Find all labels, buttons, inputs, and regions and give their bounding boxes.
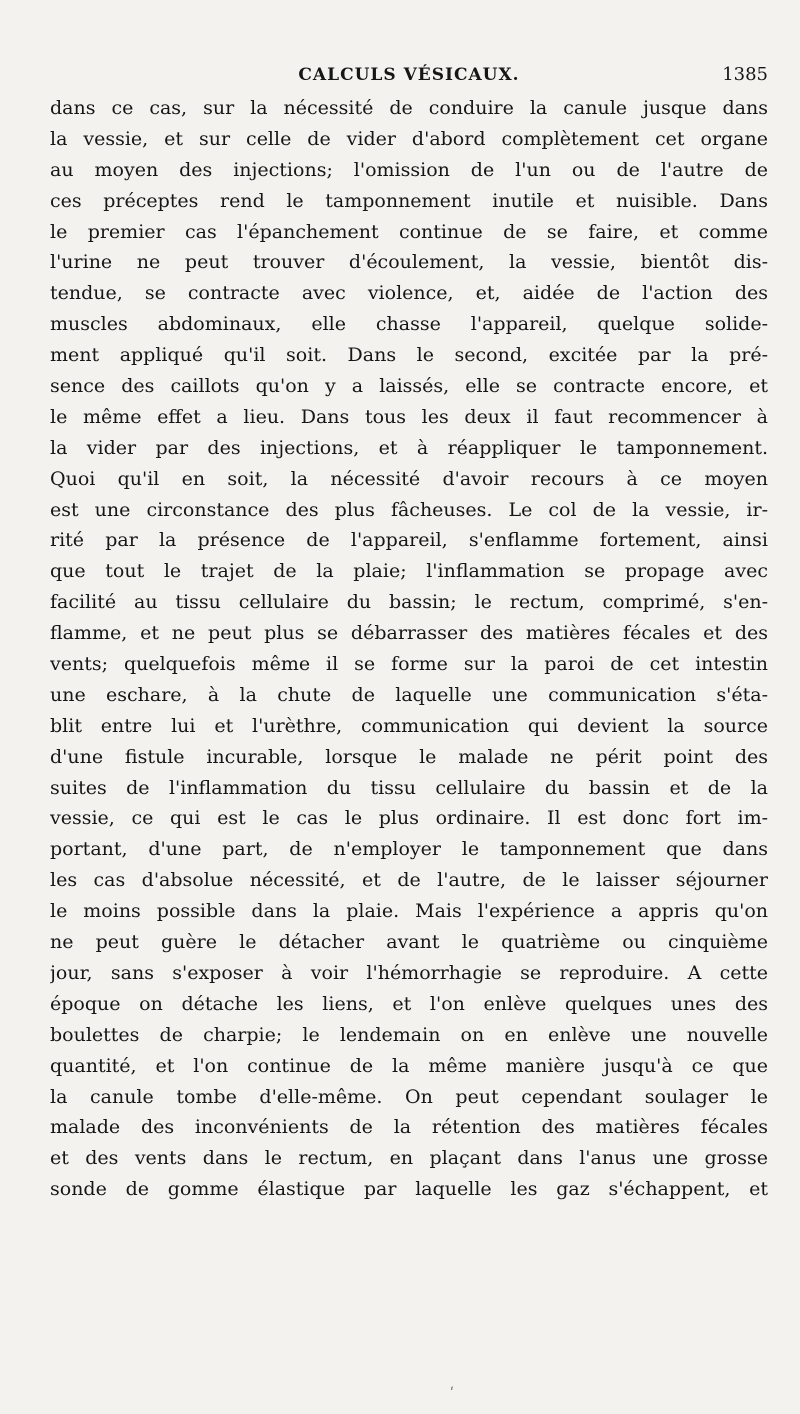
text-line: les cas d'absolue nécessité, et de l'autre, de le laisser séjourner bbox=[50, 869, 768, 892]
text-line: époque on détache les liens, et l'on enlève quelques unes des bbox=[50, 992, 768, 1015]
page-number: 1385 bbox=[722, 64, 768, 85]
text-line: vessie, ce qui est le cas le plus ordinaire. Il est donc fort im- bbox=[50, 807, 768, 830]
text-line: ne peut guère le détacher avant le quatrième ou cinquième bbox=[50, 931, 768, 954]
text-line: Quoi qu'il en soit, la nécessité d'avoir recours à ce moyen bbox=[50, 467, 768, 490]
text-line: que tout le trajet de la plaie; l'inflammation se propage avec bbox=[50, 560, 768, 583]
text-line: suites de l'inflammation du tissu cellulaire du bassin et de la bbox=[50, 776, 768, 799]
text-line: vents; quelquefois même il se forme sur la paroi de cet intestin bbox=[50, 653, 768, 676]
running-title: CALCULS VÉSICAUX. bbox=[298, 65, 520, 85]
text-line: muscles abdominaux, elle chasse l'appareil, quelque solide- bbox=[50, 313, 768, 336]
text-line: facilité au tissu cellulaire du bassin; le rectum, comprimé, s'en- bbox=[50, 591, 768, 614]
text-line: tendue, se contracte avec violence, et, aidée de l'action des bbox=[50, 282, 768, 305]
text-line: une eschare, à la chute de laquelle une communication s'éta- bbox=[50, 683, 768, 706]
text-line: boulettes de charpie; le lendemain on en enlève une nouvelle bbox=[50, 1023, 768, 1046]
running-head bbox=[50, 62, 768, 88]
text-line: et des vents dans le rectum, en plaçant dans l'anus une grosse bbox=[50, 1147, 768, 1170]
text-line: l'urine ne peut trouver d'écoulement, la vessie, bientôt dis- bbox=[50, 251, 768, 274]
text-line: la canule tombe d'elle-même. On peut cependant soulager le bbox=[50, 1085, 768, 1108]
text-line: jour, sans s'exposer à voir l'hémorrhagie se reproduire. A cette bbox=[50, 961, 768, 984]
text-line: ment appliqué qu'il soit. Dans le second, excitée par la pré- bbox=[50, 344, 768, 367]
text-line: sonde de gomme élastique par laquelle les gaz s'échappent, et bbox=[50, 1178, 768, 1201]
text-line: sence des caillots qu'on y a laissés, elle se contracte encore, et bbox=[50, 375, 768, 398]
text-line: flamme, et ne peut plus se débarrasser des matières fécales et des bbox=[50, 622, 768, 645]
text-line: quantité, et l'on continue de la même manière jusqu'à ce que bbox=[50, 1054, 768, 1077]
text-line: d'une fistule incurable, lorsque le malade ne périt point des bbox=[50, 745, 768, 768]
text-line: blit entre lui et l'urèthre, communication qui devient la source bbox=[50, 714, 768, 737]
text-line: portant, d'une part, de n'employer le tamponnement que dans bbox=[50, 838, 768, 861]
text-line: la vider par des injections, et à réappliquer le tamponnement. bbox=[50, 436, 768, 459]
text-line: le même effet a lieu. Dans tous les deux il faut recommencer à bbox=[50, 405, 768, 428]
text-line: le premier cas l'épanchement continue de se faire, et comme bbox=[50, 220, 768, 243]
body-text bbox=[50, 93, 768, 1205]
page-mark: ʹ bbox=[450, 1386, 454, 1402]
text-line: rité par la présence de l'appareil, s'enflamme fortement, ainsi bbox=[50, 529, 768, 552]
text-line: la vessie, et sur celle de vider d'abord complètement cet organe bbox=[50, 127, 768, 150]
text-line: malade des inconvénients de la rétention des matières fécales bbox=[50, 1116, 768, 1139]
text-line: au moyen des injections; l'omission de l'un ou de l'autre de bbox=[50, 158, 768, 181]
text-line: ces préceptes rend le tamponnement inutile et nuisible. Dans bbox=[50, 189, 768, 212]
text-line: est une circonstance des plus fâcheuses. Le col de la vessie, ir- bbox=[50, 498, 768, 521]
text-line: le moins possible dans la plaie. Mais l'expérience a appris qu'on bbox=[50, 900, 768, 923]
text-line: dans ce cas, sur la nécessité de conduire la canule jusque dans bbox=[50, 97, 768, 119]
